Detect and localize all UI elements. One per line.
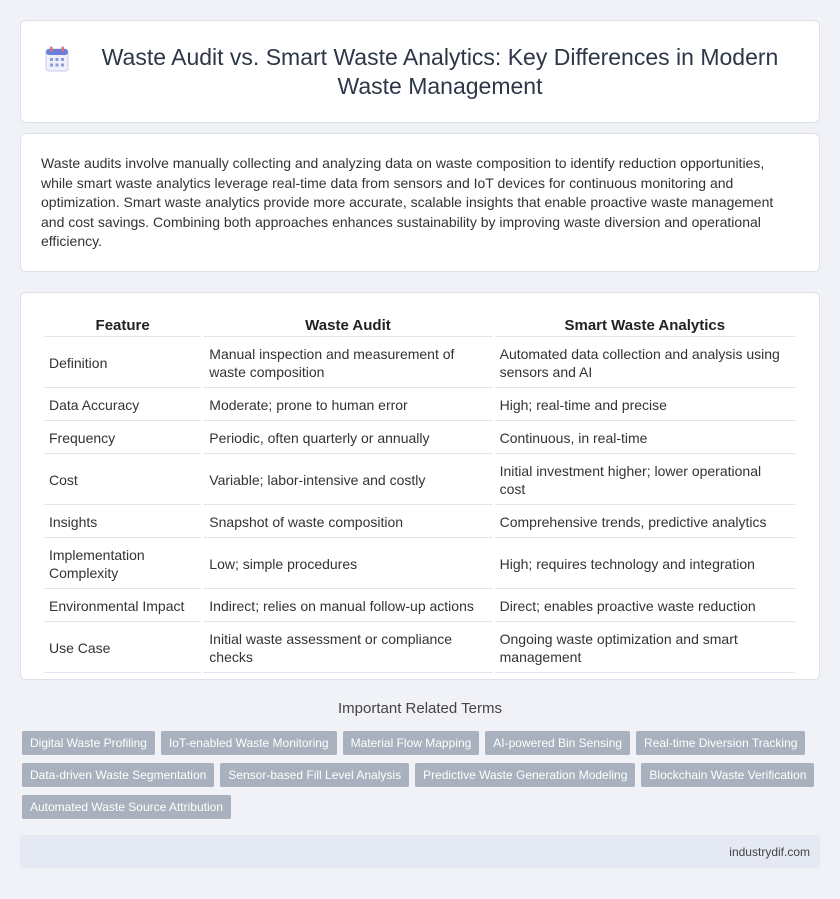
table-row bbox=[44, 505, 795, 538]
related-term-tag[interactable]: Real-time Diversion Tracking bbox=[636, 731, 805, 755]
related-term-tag[interactable]: Sensor-based Fill Level Analysis bbox=[220, 763, 409, 787]
smart-analytics-cell: Continuous, in real-time bbox=[495, 421, 795, 454]
table-row bbox=[44, 421, 795, 454]
page-title: Waste Audit vs. Smart Waste Analytics: Key Differences in Modern Waste Management bbox=[101, 43, 779, 99]
table-row bbox=[44, 538, 795, 589]
waste-audit-cell: Periodic, often quarterly or annually bbox=[204, 421, 491, 454]
comparison-table bbox=[41, 314, 798, 673]
title-card bbox=[20, 20, 820, 123]
waste-audit-cell: Indirect; relies on manual follow-up actions bbox=[204, 589, 491, 622]
footer-site-link[interactable]: industrydif.com bbox=[729, 845, 810, 859]
related-term-tag[interactable]: Blockchain Waste Verification bbox=[641, 763, 814, 787]
feature-cell: Use Case bbox=[44, 622, 201, 673]
feature-cell: Environmental Impact bbox=[44, 589, 201, 622]
waste-audit-cell: Initial waste assessment or compliance checks bbox=[204, 622, 491, 673]
summary-text: Waste audits involve manually collecting and analyzing data on waste composition to identify reduction opportunities, while smart waste analytics leverage real-time data from sensors and IoT devices for continuous monitoring and optimization. Smart waste analytics provide more accurate, scalable insights that enable proactive waste management and cost savings. Combining both approaches enhances sustainability by improving waste diversion and operational efficiency. bbox=[41, 155, 774, 249]
table-row bbox=[44, 388, 795, 421]
waste-audit-cell: Manual inspection and measurement of waste composition bbox=[204, 337, 491, 388]
footer bbox=[20, 835, 820, 868]
header-waste-audit: Waste Audit bbox=[204, 314, 491, 337]
related-term-tag[interactable]: IoT-enabled Waste Monitoring bbox=[161, 731, 337, 755]
smart-analytics-cell: High; real-time and precise bbox=[495, 388, 795, 421]
feature-cell: Insights bbox=[44, 505, 201, 538]
table-row bbox=[44, 622, 795, 673]
smart-analytics-cell: Comprehensive trends, predictive analytics bbox=[495, 505, 795, 538]
related-terms-list bbox=[22, 731, 822, 827]
table-row bbox=[44, 337, 795, 388]
waste-audit-cell: Moderate; prone to human error bbox=[204, 388, 491, 421]
table-row bbox=[44, 454, 795, 505]
related-term-tag[interactable]: AI-powered Bin Sensing bbox=[485, 731, 630, 755]
feature-cell: Data Accuracy bbox=[44, 388, 201, 421]
related-term-tag[interactable]: Data-driven Waste Segmentation bbox=[22, 763, 214, 787]
waste-audit-cell: Low; simple procedures bbox=[204, 538, 491, 589]
smart-analytics-cell: Automated data collection and analysis using sensors and AI bbox=[495, 337, 795, 388]
smart-analytics-cell: High; requires technology and integration bbox=[495, 538, 795, 589]
smart-analytics-cell: Ongoing waste optimization and smart management bbox=[495, 622, 795, 673]
related-terms-heading: Important Related Terms bbox=[338, 700, 502, 717]
header-feature: Feature bbox=[44, 314, 201, 337]
feature-cell: Implementation Complexity bbox=[44, 538, 201, 589]
feature-cell: Definition bbox=[44, 337, 201, 388]
summary-card bbox=[20, 133, 820, 272]
header-smart-waste-analytics: Smart Waste Analytics bbox=[495, 314, 795, 337]
related-term-tag[interactable]: Predictive Waste Generation Modeling bbox=[415, 763, 635, 787]
related-term-tag[interactable]: Automated Waste Source Attribution bbox=[22, 795, 231, 819]
smart-analytics-cell: Initial investment higher; lower operational cost bbox=[495, 454, 795, 505]
table-header-row bbox=[44, 314, 795, 337]
feature-cell: Frequency bbox=[44, 421, 201, 454]
waste-audit-cell: Snapshot of waste composition bbox=[204, 505, 491, 538]
table-row bbox=[44, 589, 795, 622]
feature-cell: Cost bbox=[44, 454, 201, 505]
related-term-tag[interactable]: Material Flow Mapping bbox=[343, 731, 480, 755]
comparison-card bbox=[20, 292, 820, 680]
smart-analytics-cell: Direct; enables proactive waste reduction bbox=[495, 589, 795, 622]
related-term-tag[interactable]: Digital Waste Profiling bbox=[22, 731, 155, 755]
waste-audit-cell: Variable; labor-intensive and costly bbox=[204, 454, 491, 505]
